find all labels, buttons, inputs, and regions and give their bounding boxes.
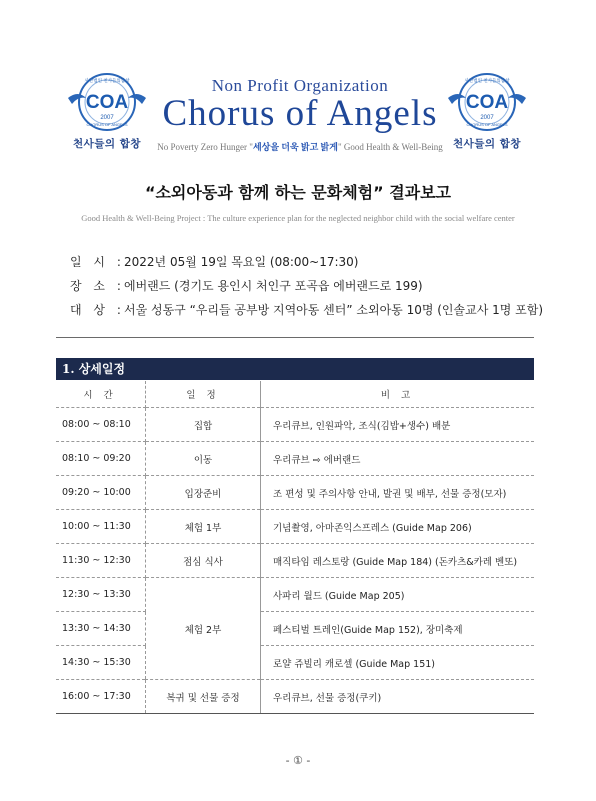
svg-text:COA: COA xyxy=(465,92,509,113)
svg-text:CHORUS OF ANGELS: CHORUS OF ANGELS xyxy=(466,122,508,127)
row-note: 조 편성 및 주의사항 안내, 발권 및 배부, 선물 증정(모자) xyxy=(261,476,535,510)
svg-text:2007: 2007 xyxy=(100,115,114,121)
coa-logo-left xyxy=(64,68,150,158)
slogan-pre: No Poverty Zero Hunger " xyxy=(157,142,253,152)
table-row xyxy=(56,476,534,510)
table-row xyxy=(56,612,534,646)
date-label: 일 시 : xyxy=(70,255,125,269)
table-row xyxy=(56,510,534,544)
svg-text:사단법인 천사들의합창: 사단법인 천사들의합창 xyxy=(84,79,130,84)
table-row xyxy=(56,442,534,476)
section-title: 1. 상세일정 xyxy=(56,358,534,380)
row-note: 매직타임 레스토랑 (Guide Map 184) (돈카츠&카레 벤또) xyxy=(261,544,535,578)
row-time: 10:00 ~ 11:30 xyxy=(56,510,146,544)
row-note: 사파리 월드 (Guide Map 205) xyxy=(261,578,535,612)
table-row xyxy=(56,578,534,612)
row-note: 로얄 쥬빌리 캐로셀 (Guide Map 151) xyxy=(261,646,535,680)
info-date xyxy=(70,253,358,270)
row-time: 16:00 ~ 17:30 xyxy=(56,680,146,714)
schedule-table xyxy=(56,381,534,714)
target-label: 대 상 : xyxy=(70,303,125,317)
row-time: 11:30 ~ 12:30 xyxy=(56,544,146,578)
row-item: 집합 xyxy=(146,408,261,442)
coa-emblem-icon xyxy=(444,68,530,134)
row-item: 복귀 및 선물 증정 xyxy=(146,680,261,714)
logo-caption-right: 천사들의 합창 xyxy=(452,138,521,150)
place-value: 에버랜드 (경기도 용인시 처인구 포곡읍 에버랜드로 199) xyxy=(124,279,423,293)
svg-text:사단법인 천사들의합창: 사단법인 천사들의합창 xyxy=(464,79,510,84)
row-item: 점심 식사 xyxy=(146,544,261,578)
table-header-row xyxy=(56,381,534,408)
svg-text:2007: 2007 xyxy=(480,115,494,121)
slogan-post: " Good Health & Well-Being xyxy=(337,142,443,152)
svg-text:CHORUS OF ANGELS: CHORUS OF ANGELS xyxy=(86,122,128,127)
target-value: 서울 성동구 “우리들 공부방 지역아동 센터” 소외아동 10명 (인솔교사 1명 포함) xyxy=(124,303,544,317)
report-title: “소외아동과 함께 하는 문화체험” 결과보고 xyxy=(144,183,452,202)
row-item: 체험 1부 xyxy=(146,510,261,544)
info-target xyxy=(70,301,543,318)
header-note: 비 고 xyxy=(261,381,535,408)
page-number: - ① - xyxy=(285,754,311,767)
row-time: 13:30 ~ 14:30 xyxy=(56,612,146,646)
row-item: 체험 2부 xyxy=(146,578,261,680)
row-item: 이동 xyxy=(146,442,261,476)
slogan xyxy=(140,140,460,153)
header-item: 일 정 xyxy=(146,381,261,408)
org-title: Chorus of Angels xyxy=(162,93,438,134)
table-row xyxy=(56,408,534,442)
table-row xyxy=(56,680,534,714)
table-row xyxy=(56,544,534,578)
place-label: 장 소 : xyxy=(70,279,125,293)
header-time: 시 간 xyxy=(56,381,146,408)
divider xyxy=(56,337,534,338)
row-note: 우리큐브, 선물 증정(쿠키) xyxy=(261,680,535,714)
row-time: 14:30 ~ 15:30 xyxy=(56,646,146,680)
row-note: 기념촬영, 아마존익스프레스 (Guide Map 206) xyxy=(261,510,535,544)
coa-emblem-icon xyxy=(64,68,150,134)
slogan-highlight: 세상을 더욱 밝고 밝게 xyxy=(252,142,338,152)
row-note: 우리큐브, 인원파악, 조식(김밥+생수) 배분 xyxy=(261,408,535,442)
row-note: 우리큐브 ⇨ 에버랜드 xyxy=(261,442,535,476)
row-time: 08:00 ~ 08:10 xyxy=(56,408,146,442)
row-item: 입장준비 xyxy=(146,476,261,510)
row-note: 페스티벌 트레인(Guide Map 152), 장미축제 xyxy=(261,612,535,646)
info-place xyxy=(70,277,423,294)
logo-caption-left: 천사들의 합창 xyxy=(72,138,141,150)
org-subtitle: Non Profit Organization xyxy=(211,76,389,95)
svg-text:COA: COA xyxy=(85,92,129,113)
row-time: 08:10 ~ 09:20 xyxy=(56,442,146,476)
table-row xyxy=(56,646,534,680)
row-time: 09:20 ~ 10:00 xyxy=(56,476,146,510)
project-description: Good Health & Well-Being Project : The culture experience plan for the neglected neighbor child with the social welfare center xyxy=(81,213,515,223)
date-value: 2022년 05월 19일 목요일 (08:00~17:30) xyxy=(124,255,359,269)
row-time: 12:30 ~ 13:30 xyxy=(56,578,146,612)
